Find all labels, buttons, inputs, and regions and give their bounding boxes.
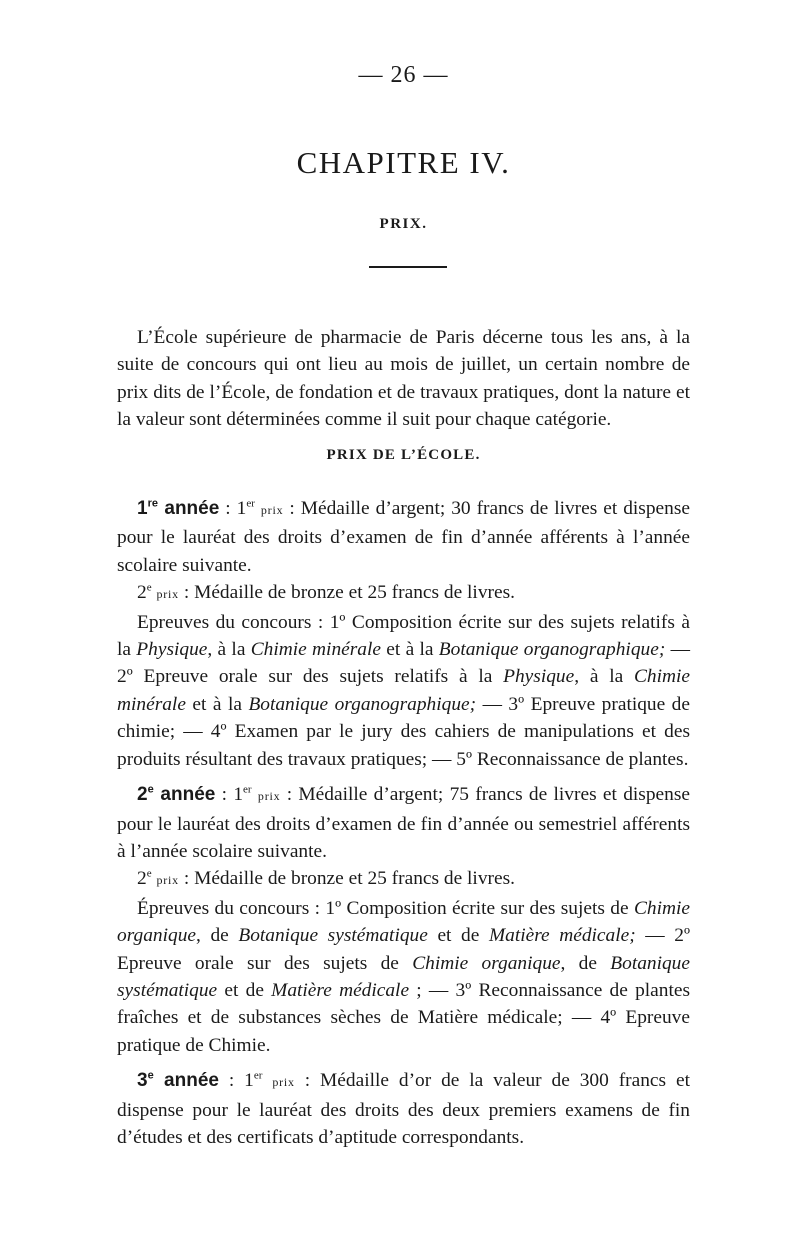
- year2-prize1-paragraph: 2e année : 1er prix : Médaille d’argent; 75 francs de livres et dispense pour le lauréat des droits d’examen de fin d’année ou semestriel afférents à l’année scolaire suivante.: [117, 783, 690, 862]
- year1-prize2-sup: e: [146, 581, 152, 594]
- year2-prize1-text: Médaille d’argent; 75 francs de livres et dispense pour le lauréat des droits d’examen de fin d’année ou semestriel afférents à l’année scolaire suivante.: [117, 784, 690, 862]
- year3-label-num: 3: [137, 1070, 148, 1092]
- year1-exams-text: et à la: [380, 639, 439, 661]
- year1-exams-subject: Chimie minérale: [250, 639, 381, 661]
- year2-prize2-num: 2: [137, 868, 147, 890]
- year2-exams-text: — 2º Epreuve orale sur des sujets de: [117, 925, 690, 974]
- year2-exams-text: , de: [560, 952, 611, 974]
- subsection-title: PRIX DE L’ÉCOLE.: [326, 446, 481, 463]
- year2-prize2-text: Médaille de bronze et 25 francs de livres.: [194, 868, 515, 890]
- year1-label-sup: re: [147, 497, 158, 510]
- year1-prize2-text: Médaille de bronze et 25 francs de livres.: [194, 582, 515, 604]
- year1-prize2-paragraph: 2e prix : Médaille de bronze et 25 francs de livres.: [137, 581, 515, 604]
- year1-prize1-paragraph: 1re année : 1er prix : Médaille d’argent; 30 francs de livres et dispense pour le lauréat des droits d’examen de fin d’année afférents à l’année scolaire suivante.: [117, 497, 690, 576]
- year2-exams-text: et de: [427, 925, 489, 947]
- year2-exams-subject: Botanique systématique: [117, 952, 690, 1001]
- year2-prize1-sup: er: [243, 783, 252, 796]
- year1-exams-paragraph: [117, 609, 690, 773]
- year2-exams-subject: Matière médicale;: [488, 925, 636, 947]
- year2-exams-paragraph: [117, 895, 690, 1059]
- year1-exams-subject: Physique: [503, 666, 575, 688]
- year2-prize1-num: 1: [233, 784, 244, 806]
- section-title: PRIX.: [379, 216, 428, 232]
- intro-paragraph: L’École supérieure de pharmacie de Paris décerne tous les ans, à la suite de concours qui ont lieu au mois de juillet, un certain nombre de prix dits de l’École, de fondation et de travaux pratiques, dont la nature et la valeur sont déterminées comme il suit pour chaque catégorie.: [117, 327, 690, 431]
- year1-exams-text: — 3º Epreuve pratique de chimie; — 4º Examen par le jury des cahiers de manipulations et des produits résultant des travaux pratiques; — 5º Reconnaissance de plantes.: [117, 693, 690, 770]
- year1-prize2-num: 2: [137, 582, 147, 604]
- year2-exams-text: Épreuves du concours : 1º Composition écrite sur des sujets de: [137, 897, 634, 919]
- year1-prize2-word: prix: [156, 587, 179, 602]
- year2-label-num: 2: [137, 784, 148, 806]
- year2-prize2-word: prix: [156, 873, 179, 888]
- year2-exams-subject: Botanique systématique: [238, 925, 428, 947]
- year1-exams-text: Epreuves du concours : 1º Composition écrite sur des sujets relatifs à la: [117, 611, 690, 661]
- year1-label: [137, 498, 219, 519]
- year2-label-word: année: [153, 784, 216, 806]
- year1-exams-text: , à la: [574, 666, 634, 688]
- year2-prize2-paragraph: 2e prix : Médaille de bronze et 25 francs de livres.: [137, 867, 515, 890]
- year3-label-word: année: [153, 1070, 219, 1092]
- year2-label: [137, 784, 215, 805]
- year1-exams-text: et à la: [185, 693, 249, 715]
- year2-prize2-sup: e: [146, 867, 152, 880]
- year3-label-sup: e: [147, 1069, 154, 1082]
- chapter-title: CHAPITRE IV.: [296, 145, 511, 180]
- year3-prize1-paragraph: 3e année : 1er prix : Médaille d’or de la valeur de 300 francs et dispense pour le lauréat des droits des deux premiers examens de fin d’études et des certificats d’aptitude correspondants.: [117, 1069, 690, 1148]
- year1-exams-text: — 2º Epreuve orale sur des sujets relatifs à la: [117, 639, 690, 688]
- year2-exams-subject: Chimie organique: [412, 952, 561, 974]
- year1-prize1-sup: er: [246, 497, 255, 510]
- year1-exams-text: , à la: [207, 639, 251, 661]
- year3-prize1-word: prix: [272, 1075, 295, 1090]
- page-body: [117, 324, 690, 1151]
- year1-label-num: 1: [137, 498, 148, 520]
- year1-exams-subject: Physique: [136, 639, 208, 661]
- year2-exams-text: , de: [196, 925, 239, 947]
- year3-label: [137, 1070, 219, 1091]
- year2-prize1-word: prix: [257, 789, 281, 804]
- year1-label-word: année: [157, 498, 220, 520]
- year3-prize1-sup: er: [253, 1069, 263, 1082]
- year3-prize1-num: 1: [244, 1070, 254, 1092]
- year1-exams-subject: Chimie minérale: [117, 666, 690, 715]
- year2-exams-subject: Matière médicale: [271, 979, 410, 1001]
- year1-prize1-num: 1: [236, 498, 247, 520]
- year1-exams-subject: Botanique organographique;: [248, 693, 477, 715]
- year1-prize1-word: prix: [260, 503, 284, 518]
- year2-exams-text: ; — 3º Reconnaissance de plantes fraîches et de substances sèches de Matière médicale; — 4º Epreuve pratique de Chimie.: [117, 979, 690, 1056]
- year1-exams-subject: Botanique organographique;: [438, 639, 666, 661]
- page-number: — 26 —: [358, 62, 449, 88]
- year3-prize1-text: Médaille d’or de la valeur de 300 francs et dispense pour le lauréat des droits des deux premiers examens de fin d’études et des certificats d’aptitude correspondants.: [117, 1070, 690, 1148]
- year1-prize1-text: Médaille d’argent; 30 francs de livres et dispense pour le lauréat des droits d’examen de fin d’année afférents à l’année scolaire suivante.: [117, 498, 690, 576]
- year2-label-sup: e: [147, 783, 154, 796]
- title-rule-divider: [369, 266, 447, 268]
- year2-exams-subject: Chimie organique: [117, 897, 690, 947]
- year2-exams-text: et de: [217, 979, 272, 1001]
